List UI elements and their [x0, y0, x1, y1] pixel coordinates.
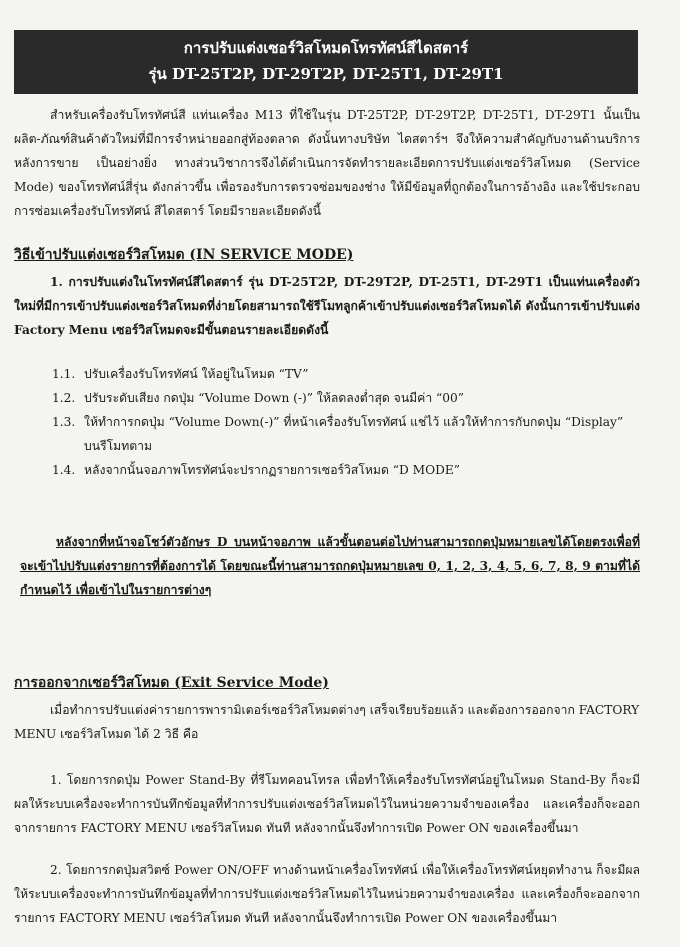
- title-line-2: รุ่น DT-25T2P, DT-29T2P, DT-25T1, DT-29T1: [148, 65, 504, 83]
- title-banner: [14, 30, 638, 94]
- section-heading-exit-service: การออกจากเซอร์วิสโหมด (Exit Service Mode): [14, 675, 329, 691]
- title-line-1: การปรับแต่งเซอร์วิสโหมดโทรทัศน์สีไดสตาร์: [183, 39, 469, 57]
- exit-method-2: 2. โดยการกดปุ่มสวิตซ์ Power ON/OFF ทางด้านหน้าเครื่องโทรทัศน์ เพื่อให้เครื่องโทรทัศน์หยุดทำงาน ก็จะมีผลให้ระบบเครื่องจะทำการบันทึกข้อมูลที่ทำการปรับแต่งเซอร์วิสโหมดไว้ในหน่วยความจำของเครื่อง และเครื่องก็จะออกจากรายการ FACTORY MENU เซอร์วิสโหมด ทันที หลังจากนั้นจึงทำการเปิด Power ON ของเครื่องขึ้นมา: [14, 863, 640, 925]
- step-number: 1.1.: [52, 367, 76, 381]
- step-text: ให้ทำการกดปุ่ม “Volume Down(-)” ที่หน้าเครื่องรับโทรทัศน์ แช่ไว้ แล้วให้ทำการกับกดปุ่ม “Display” บนรีโมทตาม: [84, 415, 624, 453]
- exit-method-1: 1. โดยการกดปุ่ม Power Stand-By ที่รีโมทคอนโทรล เพื่อทำให้เครื่องรับโทรทัศน์อยู่ในโหมด Stand-By ก็จะมีผลให้ระบบเครื่องจะทำการบันทึกข้อมูลที่ทำการปรับแต่งเซอร์วิสโหมดไว้ในหน่วยความจำของเครื่อง และเครื่องก็จะออกจากรายการ FACTORY MENU เซอร์วิสโหมด ทันที หลังจากนั้นจึงทำการเปิด Power ON ของเครื่องขึ้นมา: [14, 773, 640, 835]
- step-text: ปรับระดับเสียง กดปุ่ม “Volume Down (-)” ให้ลดลงต่ำสุด จนมีค่า “00”: [84, 391, 465, 405]
- step-number: 1.4.: [52, 463, 76, 477]
- step-number: 1.3.: [52, 415, 76, 429]
- exit-intro-paragraph: เมื่อทำการปรับแต่งค่ารายการพารามิเตอร์เซอร์วิสโหมดต่างๆ เสร็จเรียบร้อยแล้ว และต้องการออกจาก FACTORY MENU เซอร์วิสโหมด ได้ 2 วิธี คือ: [14, 703, 640, 741]
- section-heading-in-service: วิธีเข้าปรับแต่งเซอร์วิสโหมด (IN SERVICE MODE): [14, 247, 354, 263]
- list-item: [52, 458, 640, 482]
- list-item: [52, 386, 640, 410]
- step-text: ปรับเครื่องรับโทรทัศน์ ให้อยู่ในโหมด “TV”: [84, 367, 309, 381]
- d-mode-note: หลังจากที่หน้าจอโชว์ตัวอักษร D บนหน้าจอภาพ แล้วขั้นตอนต่อไปท่านสามารถกดปุ่มหมายเลขได้โดยตรงเพื่อที่จะเข้าไปปรับแต่งรายการที่ต้องการได้ โดยขณะนี้ท่านสามารถกดปุ่มหมายเลข 0, 1, 2, 3, 4, 5, 6, 7, 8, 9 ตามที่ได้กำหนดไว้ เพื่อเข้าไปในรายการต่างๆ: [20, 535, 640, 597]
- list-item: [52, 410, 640, 458]
- list-item: [52, 362, 640, 386]
- step-number: 1.2.: [52, 391, 76, 405]
- in-service-paragraph: 1. การปรับแต่งในโทรทัศน์สีไดสตาร์ รุ่น DT-25T2P, DT-29T2P, DT-25T1, DT-29T1 เป็นแท่นเครื่องตัวใหม่ที่มีการเข้าปรับแต่งเซอร์วิสโหมดที่ง่ายโดยสามารถใช้รีโมทลูกค้าเข้าปรับแต่งเซอร์วิสโหมดได้ ดังนั้นการเข้าปรับแต่ง Factory Menu เซอร์วิสโหมดจะมีขั้นตอนรายละเอียดดังนี้: [14, 275, 640, 337]
- step-text: หลังจากนั้นจอภาพโทรทัศน์จะปรากฏรายการเซอร์วิสโหมด “D MODE”: [84, 463, 460, 477]
- steps-list: [52, 362, 640, 482]
- intro-paragraph: สำหรับเครื่องรับโทรทัศน์สี แท่นเครื่อง M13 ที่ใช้ในรุ่น DT-25T2P, DT-29T2P, DT-25T1, DT-29T1 นั้นเป็นผลิต-ภัณฑ์สินค้าตัวใหม่ที่มีการจำหน่ายออกสู่ท้องตลาด ดังนั้นทางบริษัท ไดสตาร์ฯ จึงให้ความสำคัญกับงานด้านบริการหลังการขาย เป็นอย่างยิ่ง ทางส่วนวิชาการจึงได้ดำเนินการจัดทำรายละเอียดการปรับแต่งเซอร์วิสโหมด (Service Mode) ของโทรทัศน์สี่รุ่น ดังกล่าวขึ้น เพื่อรองรับการตรวจซ่อมของช่าง ให้มีข้อมูลที่ถูกต้องในการอ้างอิง และใช้ประกอบการซ่อมเครื่องรับโทรทัศน์ สีไดสตาร์ โดยมีรายละเอียดดังนี้: [14, 108, 640, 218]
